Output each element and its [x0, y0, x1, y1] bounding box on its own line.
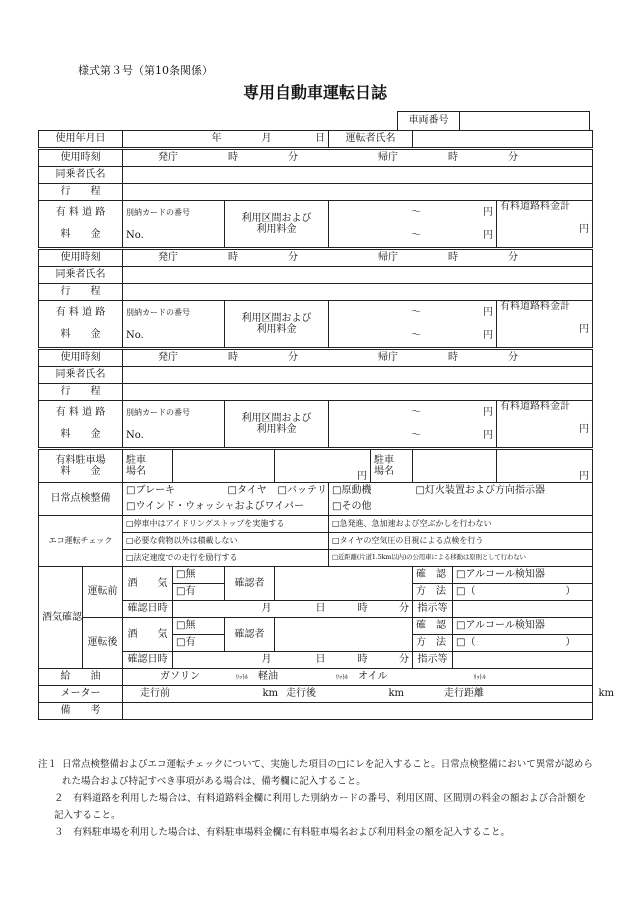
alcohol-before-label: 運転前: [83, 567, 123, 618]
alcohol-before-yes[interactable]: □有: [173, 584, 225, 601]
fuel-label: 給 油: [39, 669, 123, 686]
fuel-row: [39, 669, 593, 686]
trip3-time-row: [39, 349, 593, 367]
alcohol-after-instructor-field[interactable]: [453, 652, 593, 669]
remarks-field[interactable]: [123, 703, 593, 720]
parking-name-label-1: 駐車 場名: [123, 449, 173, 483]
check-wiper[interactable]: □ウインド・ウォッシャおよびワイパー: [123, 499, 329, 516]
eco-row2: [39, 533, 593, 550]
trip3-card-no[interactable]: No.: [123, 424, 225, 449]
alcohol-after-none[interactable]: □無: [173, 618, 225, 635]
date-label: 使用年月日: [39, 131, 123, 149]
alcohol-after-other[interactable]: □（ ）: [453, 635, 593, 652]
trip2-depart: 発庁: [158, 252, 178, 264]
trip1-depart: 発庁: [158, 152, 178, 164]
vehicle-number-field[interactable]: [460, 112, 590, 131]
trip3-passenger-label: 同乗者氏名: [39, 367, 123, 384]
alcohol-before-month[interactable]: 月: [173, 601, 275, 618]
trip3-return-hour: 時: [448, 352, 458, 364]
meter-start: 走行前: [140, 688, 170, 700]
trip3-passenger-row: [39, 367, 593, 384]
trip1-route-row: [39, 184, 593, 201]
meter-field[interactable]: [123, 686, 614, 703]
trip1-depart-minute: 分: [288, 152, 298, 164]
trip2-section-field1[interactable]: ～ 円: [329, 301, 497, 324]
remarks-label: 備 考: [39, 703, 123, 720]
trip1-passenger-row: [39, 167, 593, 184]
trip2-time-row: [39, 249, 593, 267]
page-title: 専用自動車運転日誌: [242, 83, 387, 102]
eco-label: エコ運転チェック: [39, 516, 123, 567]
trip2-card-label: 別納カードの番号: [123, 301, 225, 324]
trip1-toll-row1: [39, 201, 593, 224]
alcohol-after-row1: [39, 618, 593, 635]
alcohol-after-confirmer-field[interactable]: [275, 618, 413, 652]
vehicle-number-label: 車両番号: [398, 112, 460, 131]
trip2-time-label: 使用時刻: [39, 249, 123, 267]
eco-row1: [39, 516, 593, 533]
alcohol-label: 酒気確認: [39, 567, 83, 669]
parking-name-field-2[interactable]: [413, 449, 497, 483]
meter-end-km: km: [388, 688, 404, 700]
inspection-label: 日常点検整備: [39, 483, 123, 516]
meter-end: 走行後: [286, 688, 316, 700]
fuel-light-oil: 軽油: [258, 671, 278, 683]
alcohol-after-method1: 確 認: [413, 618, 453, 635]
trip1-route-label: 行 程: [39, 184, 123, 201]
eco-luggage[interactable]: □必要な荷物以外は積載しない: [123, 533, 329, 550]
parking-fee-1[interactable]: 円: [275, 449, 371, 483]
trip3-toll-total[interactable]: 有料道路料金計 円: [497, 401, 593, 449]
alcohol-after-row3: [39, 652, 593, 669]
trip2-return-hour: 時: [448, 252, 458, 264]
alcohol-before-datetime-label: 確認日時: [123, 601, 173, 618]
trip1-time-label: 使用時刻: [39, 149, 123, 167]
trip3-toll-row1: [39, 401, 593, 424]
trip3-return-minute: 分: [508, 352, 518, 364]
trip3-route-label: 行 程: [39, 384, 123, 401]
alcohol-after-instructor-label: 指示等: [413, 652, 453, 669]
parking-name-label-2: 駐車 場名: [371, 449, 413, 483]
vehicle-number-table: [397, 111, 590, 131]
driver-field[interactable]: [413, 131, 593, 149]
alcohol-after-day[interactable]: 日: [275, 652, 329, 669]
trip2-route-label: 行 程: [39, 284, 123, 301]
trip1-passenger-field[interactable]: [123, 167, 593, 184]
alcohol-before-detector[interactable]: □アルコール検知器: [453, 567, 593, 584]
alcohol-after-yes[interactable]: □有: [173, 635, 225, 652]
trip3-route-field[interactable]: [123, 384, 593, 401]
trip1-return: 帰庁: [378, 152, 398, 164]
trip2-time-field[interactable]: [123, 249, 593, 267]
trip3-depart: 発庁: [158, 352, 178, 364]
alcohol-after-detector[interactable]: □アルコール検知器: [453, 618, 593, 635]
fuel-field[interactable]: [123, 669, 593, 686]
remarks-row: [39, 703, 593, 720]
alcohol-before-hour[interactable]: 時: [329, 601, 371, 618]
trip1-card-no[interactable]: No.: [123, 224, 225, 249]
fuel-light-oil-liter: ﾘｯﾄﾙ: [335, 673, 348, 682]
check-other[interactable]: □その他: [329, 499, 593, 516]
trip1-toll-label: 有 料 道 路 料 金: [39, 201, 123, 249]
meter-distance-km: km: [598, 688, 614, 700]
eco-short-distance[interactable]: □近距離(片道1.5km以内)の公用車による移動は原則として行わない: [329, 550, 593, 567]
alcohol-before-other[interactable]: □（ ）: [453, 584, 593, 601]
check-brake[interactable]: □ブレーキ: [123, 483, 225, 500]
trip3-time-field[interactable]: [123, 349, 593, 367]
alcohol-after-confirmer-label: 確認者: [225, 618, 275, 652]
trip1-return-minute: 分: [508, 152, 518, 164]
alcohol-after-month[interactable]: 月: [173, 652, 275, 669]
log-table: [38, 130, 614, 720]
meter-distance: 走行距離: [444, 688, 484, 700]
trip3-toll-label: 有 料 道 路 料 金: [39, 401, 123, 449]
trip2-depart-hour: 時: [228, 252, 238, 264]
trip3-section-label: 利用区間および 利用料金: [225, 401, 329, 449]
alcohol-before-row1: [39, 567, 593, 584]
parking-name-field-1[interactable]: [173, 449, 275, 483]
eco-acceleration[interactable]: □急発進、急加速および空ぶかしを行わない: [329, 516, 593, 533]
trip2-return-minute: 分: [508, 252, 518, 264]
trip1-section-label: 利用区間および 利用料金: [225, 201, 329, 249]
trip3-return: 帰庁: [378, 352, 398, 364]
trip1-section-field2[interactable]: ～ 円: [329, 224, 497, 249]
trip1-return-hour: 時: [448, 152, 458, 164]
trip3-route-row: [39, 384, 593, 401]
driver-label: 運転者氏名: [329, 131, 413, 149]
trip2-passenger-row: [39, 267, 593, 284]
note-1: 注１ 日常点検整備およびエコ運転チェックについて、実施した項目の□にレを記入すること。日常点検整備において異常が認められた場合および特記すべき事項がある場合は、備考欄に記入すること。: [38, 759, 593, 787]
inspection-row1: [39, 483, 593, 500]
trip2-toll-label: 有 料 道 路 料 金: [39, 301, 123, 349]
month-field[interactable]: 月: [225, 131, 275, 149]
trip2-route-row: [39, 284, 593, 301]
check-engine[interactable]: □原動機: [329, 483, 413, 500]
alcohol-after-minute[interactable]: 分: [371, 652, 413, 669]
trip3-time-label: 使用時刻: [39, 349, 123, 367]
trip2-depart-minute: 分: [288, 252, 298, 264]
date-row: [39, 131, 593, 149]
trip1-passenger-label: 同乗者氏名: [39, 167, 123, 184]
fuel-gasoline-liter: ﾘｯﾄﾙ: [235, 673, 248, 682]
alcohol-after-liquor: 酒 気: [123, 618, 173, 652]
trip2-route-field[interactable]: [123, 284, 593, 301]
trip2-card-no[interactable]: No.: [123, 324, 225, 349]
check-tire[interactable]: □タイヤ: [225, 483, 275, 500]
trip1-route-field[interactable]: [123, 184, 593, 201]
meter-row: [39, 686, 593, 703]
alcohol-before-minute[interactable]: 分: [371, 601, 413, 618]
form-number: 様式第３号（第10条関係）: [78, 64, 213, 77]
parking-fee-2[interactable]: 円: [497, 449, 593, 483]
check-battery[interactable]: □バッテリ: [275, 483, 329, 500]
trip2-section-field2[interactable]: ～ 円: [329, 324, 497, 349]
note-2: ２ 有料道路を利用した場合は、有料道路料金欄に利用した別納カードの番号、利用区間、区間別の料金の額および合計額を記入すること。: [54, 793, 587, 821]
trip2-passenger-label: 同乗者氏名: [39, 267, 123, 284]
meter-start-km: km: [262, 688, 278, 700]
alcohol-after-datetime-label: 確認日時: [123, 652, 173, 669]
trip1-depart-hour: 時: [228, 152, 238, 164]
eco-row3: [39, 550, 593, 567]
trip1-time-row: [39, 149, 593, 167]
alcohol-before-instructor-field[interactable]: [453, 601, 593, 618]
alcohol-before-confirmer-field[interactable]: [275, 567, 413, 601]
fuel-oil: オイル: [358, 671, 388, 683]
trip2-passenger-field[interactable]: [123, 267, 593, 284]
alcohol-before-none[interactable]: □無: [173, 567, 225, 584]
trip3-depart-minute: 分: [288, 352, 298, 364]
alcohol-before-row3: [39, 601, 593, 618]
inspection-row2: [39, 499, 593, 516]
trip1-section-field1[interactable]: ～ 円: [329, 201, 497, 224]
alcohol-before-day[interactable]: 日: [275, 601, 329, 618]
trip2-toll-row1: [39, 301, 593, 324]
alcohol-before-liquor: 酒 気: [123, 567, 173, 601]
alcohol-after-label: 運転後: [83, 618, 123, 669]
alcohol-before-method2: 方 法: [413, 584, 453, 601]
eco-speed[interactable]: □法定速度での走行を励行する: [123, 550, 329, 567]
eco-tire-pressure[interactable]: □タイヤの空気圧の目視による点検を行う: [329, 533, 593, 550]
trip2-toll-total[interactable]: 有料道路料金計 円: [497, 301, 593, 349]
trip1-card-label: 別納カードの番号: [123, 201, 225, 224]
trip3-card-label: 別納カードの番号: [123, 401, 225, 424]
trip3-section-field1[interactable]: ～ 円: [329, 401, 497, 424]
alcohol-after-hour[interactable]: 時: [329, 652, 371, 669]
trip3-passenger-field[interactable]: [123, 367, 593, 384]
check-lights[interactable]: □灯火装置および方向指示器: [413, 483, 593, 500]
year-field[interactable]: 年: [123, 131, 225, 149]
trip3-depart-hour: 時: [228, 352, 238, 364]
parking-label: 有料駐車場 料 金: [39, 449, 123, 483]
day-field[interactable]: 日: [275, 131, 329, 149]
meter-label: メーター: [39, 686, 123, 703]
trip2-return: 帰庁: [378, 252, 398, 264]
notes: [38, 756, 594, 841]
alcohol-before-method1: 確 認: [413, 567, 453, 584]
note-3: ３ 有料駐車場を利用した場合は、有料駐車場料金欄に有料駐車場名および利用料金の額を記入すること。: [54, 827, 511, 838]
trip1-toll-total[interactable]: 有料道路料金計 円: [497, 201, 593, 249]
eco-idling[interactable]: □停車中はアイドリングストップを実施する: [123, 516, 329, 533]
trip3-section-field2[interactable]: ～ 円: [329, 424, 497, 449]
trip1-time-field[interactable]: [123, 149, 593, 167]
trip2-section-label: 利用区間および 利用料金: [225, 301, 329, 349]
alcohol-after-method2: 方 法: [413, 635, 453, 652]
alcohol-before-confirmer-label: 確認者: [225, 567, 275, 601]
fuel-gasoline: ガソリン: [160, 671, 200, 683]
alcohol-before-instructor-label: 指示等: [413, 601, 453, 618]
fuel-oil-liter: ﾘｯﾄﾙ: [473, 673, 486, 682]
